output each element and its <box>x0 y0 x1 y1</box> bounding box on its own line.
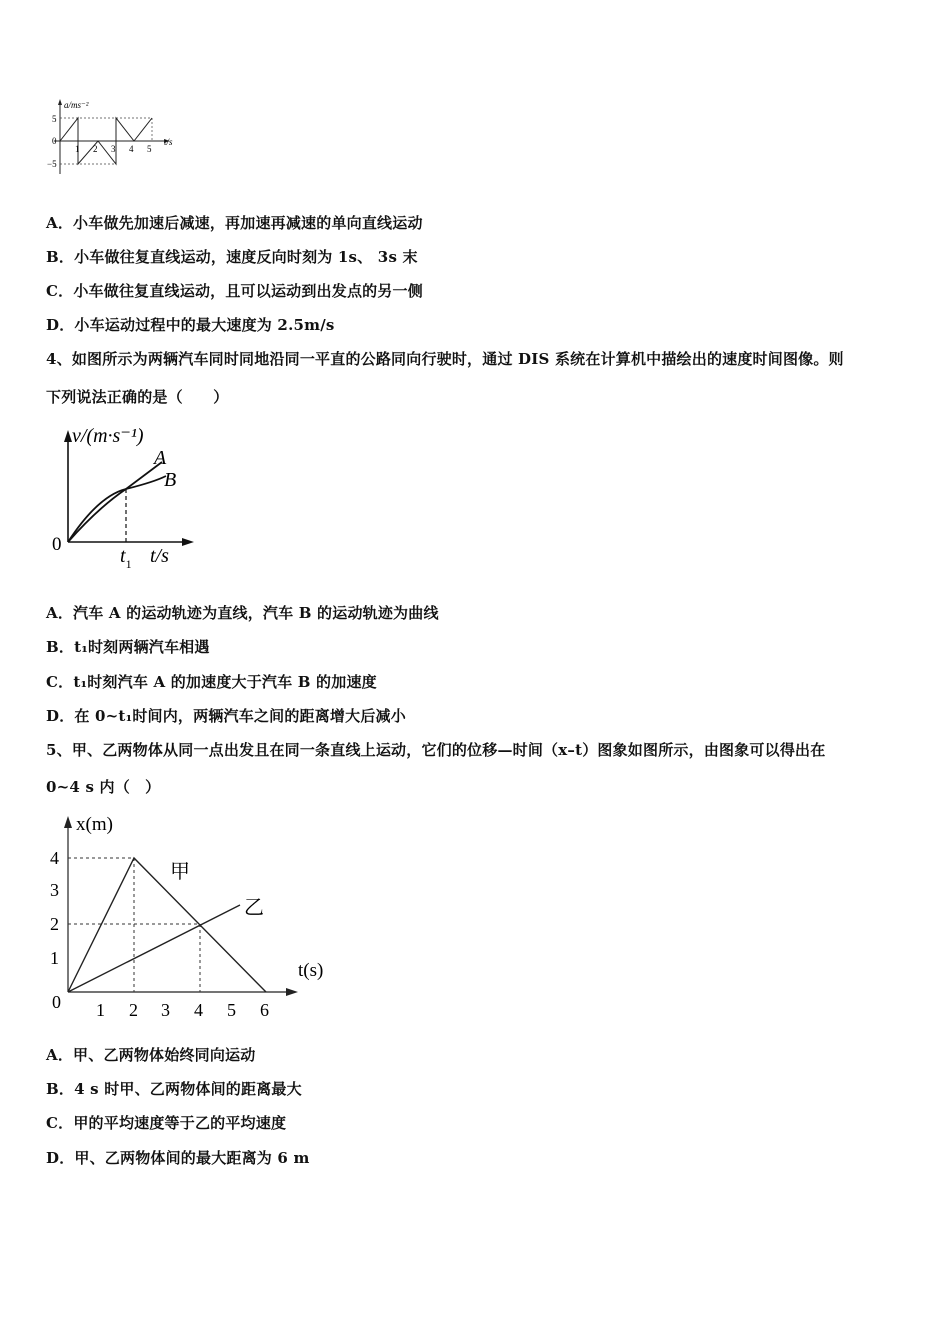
q3-option-d: D．小车运动过程中的最大速度为 2.5m/s <box>46 316 335 334</box>
x-axis-label: t/s <box>164 137 173 147</box>
y-axis-label: x(m) <box>76 814 113 835</box>
y-tick: 0 <box>52 136 57 146</box>
x-tick: 3 <box>111 144 116 154</box>
x-axis-label: t(s) <box>298 960 324 981</box>
series-yi-label: 乙 <box>244 897 264 919</box>
x-axis-arrow <box>182 538 194 546</box>
q4-stem-line2: 下列说法正确的是（ ） <box>46 388 229 406</box>
q4-option-d: D．在 0~t₁时间内，两辆汽车之间的距离增大后减小 <box>46 707 406 725</box>
y-axis-arrow <box>64 430 72 442</box>
acceleration-time-figure <box>44 96 184 176</box>
q4-stem-line1: 4、如图所示为两辆汽车同时同地沿同一平直的公路同向行驶时，通过 DIS 系统在计算机中描绘出的速度时间图像。则 <box>46 350 844 368</box>
t1-label: $t_1$ <box>120 545 132 571</box>
q3-option-c: C．小车做往复直线运动，且可以运动到出发点的另一侧 <box>46 282 423 300</box>
y-tick: 5 <box>52 114 57 124</box>
x-tick: 2 <box>129 1000 138 1020</box>
curve-b-label: B <box>164 469 177 491</box>
q5-stem-line2: 0~4 s 内（ ） <box>46 778 161 796</box>
series-jia-line <box>68 858 266 992</box>
y-tick: 3 <box>50 880 59 900</box>
y-tick: −5 <box>47 159 57 169</box>
curve-a-label: A <box>154 447 167 469</box>
x-tick: 4 <box>129 144 134 154</box>
y-tick: 1 <box>50 948 59 968</box>
origin-label: 0 <box>52 534 62 555</box>
origin-label: 0 <box>52 992 61 1012</box>
x-tick: 2 <box>93 144 98 154</box>
y-axis-label: a/ms⁻² <box>64 100 89 110</box>
x-tick: 1 <box>75 144 80 154</box>
curve-b <box>68 476 166 542</box>
q4-option-c: C．t₁时刻汽车 A 的加速度大于汽车 B 的加速度 <box>46 673 377 691</box>
q3-option-b: B．小车做往复直线运动，速度反向时刻为 1s、 3s 末 <box>46 248 418 266</box>
x-tick: 3 <box>161 1000 170 1020</box>
x-tick: 5 <box>227 1000 236 1020</box>
q5-option-c: C．甲的平均速度等于乙的平均速度 <box>46 1114 287 1132</box>
y-axis-arrow <box>58 99 62 105</box>
q3-option-a: A．小车做先加速后减速，再加速再减速的单向直线运动 <box>46 214 423 232</box>
y-tick: 4 <box>50 848 59 868</box>
q5-option-d: D．甲、乙两物体间的最大距离为 6 m <box>46 1149 310 1167</box>
x-tick: 4 <box>194 1000 203 1020</box>
series-yi-line <box>68 905 240 992</box>
y-tick: 2 <box>50 914 59 934</box>
curve-a <box>68 462 162 542</box>
x-tick: 1 <box>96 1000 105 1020</box>
q4-option-a: A．汽车 A 的运动轨迹为直线，汽车 B 的运动轨迹为曲线 <box>46 604 439 622</box>
x-tick: 5 <box>147 144 152 154</box>
velocity-time-figure <box>44 418 204 574</box>
x-axis-label: t/s <box>150 545 169 567</box>
q5-stem-line1: 5、甲、乙两物体从同一点出发且在同一条直线上运动，它们的位移—时间（x–t）图象如图所示，由图象可以得出在 <box>46 741 826 759</box>
x-axis-arrow <box>286 988 298 996</box>
series-jia-label: 甲 <box>170 861 190 883</box>
y-axis-arrow <box>64 816 72 828</box>
q5-option-a: A．甲、乙两物体始终同向运动 <box>46 1046 256 1064</box>
x-tick: 6 <box>260 1000 269 1020</box>
q4-option-b: B．t₁时刻两辆汽车相遇 <box>46 638 210 656</box>
y-axis-label: v/(m·s⁻¹) <box>72 425 144 447</box>
displacement-time-figure <box>44 808 344 1024</box>
q5-option-b: B．4 s 时甲、乙两物体间的距离最大 <box>46 1080 302 1098</box>
